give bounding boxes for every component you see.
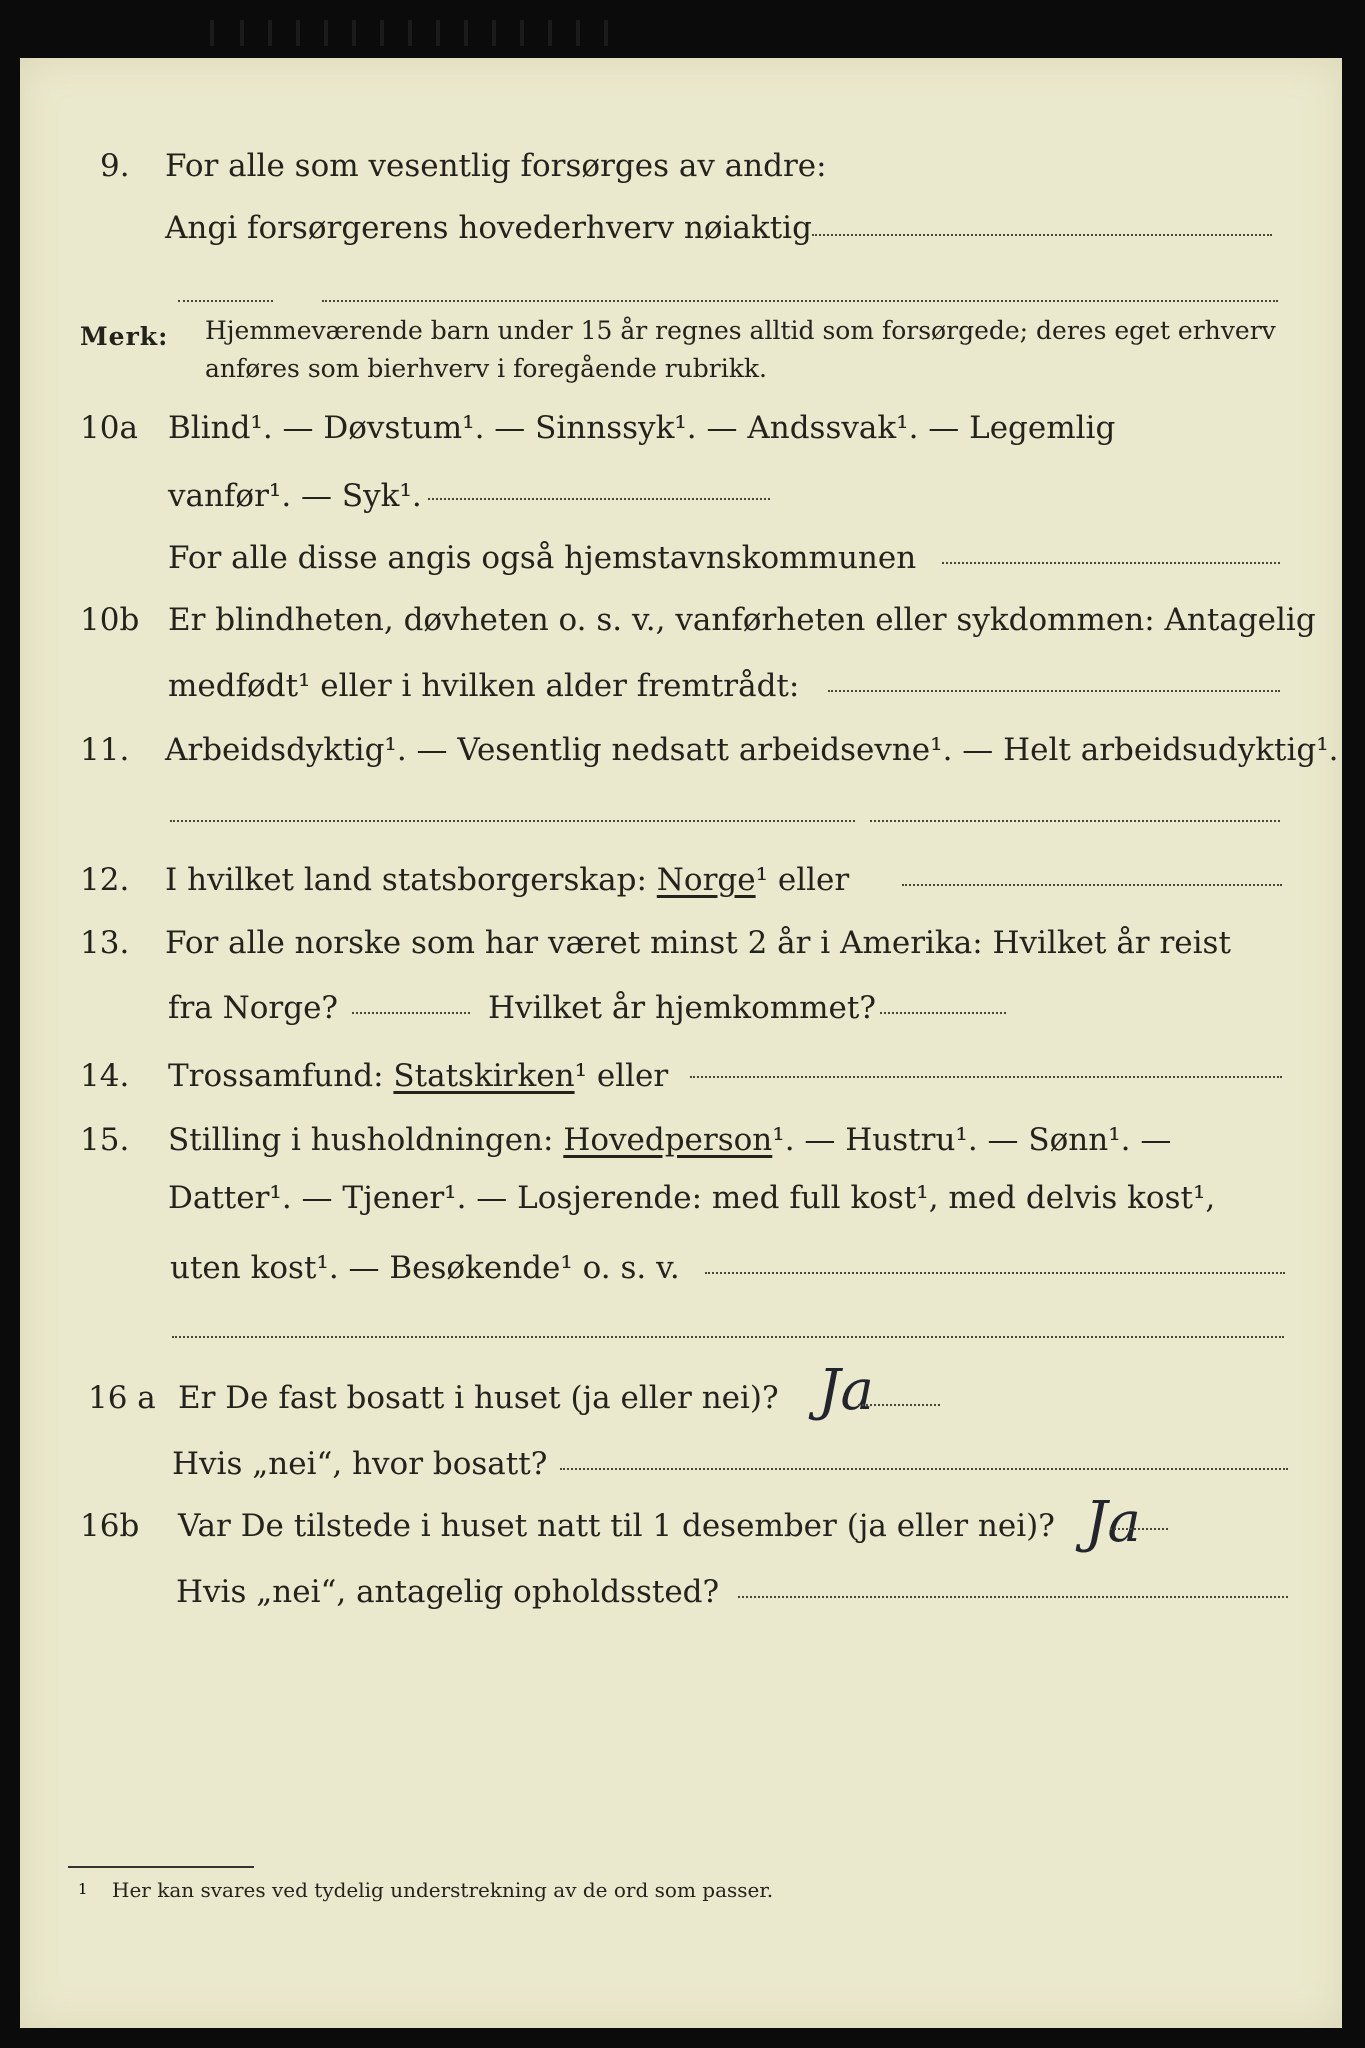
binding-tick [520,20,524,46]
q10b-line-2: medfødt¹ eller i hvilken alder fremtrådt: [168,668,800,704]
binding-tick [324,20,328,46]
footnote-mark: 1 [78,1880,88,1898]
q10b-number: 10b [80,602,140,638]
binding-tick [268,20,272,46]
binding-tick [576,20,580,46]
q11-blank-line-a [170,820,855,822]
q15-answer-line[interactable] [705,1272,1285,1274]
q15-suffix: ¹. — Hustru¹. — Sønn¹. — [772,1122,1172,1158]
q9-blank-line-a [178,300,273,302]
q11-line-1: Arbeidsdyktig¹. — Vesentlig nedsatt arbeidsevne¹. — Helt arbeidsudyktig¹. [165,732,1339,768]
binding-tick [548,20,552,46]
binding-tick [464,20,468,46]
q13-departure-line[interactable] [352,1012,470,1014]
q16a-number: 16 a [88,1380,156,1416]
binding-tick [296,20,300,46]
q15-number: 15. [80,1122,130,1158]
q15-blank-line [172,1336,1284,1338]
q12-line [165,862,849,898]
q11-number: 11. [80,732,130,768]
q16a-location-line[interactable] [560,1468,1288,1470]
q14-number: 14. [80,1058,130,1094]
binding-tick [352,20,356,46]
q10b-answer-line[interactable] [828,690,1280,692]
binding-tick [436,20,440,46]
q12-prefix: I hvilket land statsborgerskap: [165,862,657,898]
q15-prefix: Stilling i husholdningen: [168,1122,564,1158]
q9-line-2: Angi forsørgerens hovederhverv nøiaktig [165,210,812,246]
q16b-answer-line[interactable] [1110,1528,1168,1530]
q15-underlined-choice: Hovedperson [563,1122,773,1158]
q10a-line-3: For alle disse angis også hjemstavnskommunen [168,540,917,576]
q16b-location-line[interactable] [738,1596,1288,1598]
q16a-handwritten-answer: Ja [818,1358,874,1423]
q13-number: 13. [80,925,130,961]
q14-underlined-choice: Statskirken [393,1058,575,1094]
q15-line-1 [168,1122,1171,1158]
q16a-answer-line[interactable] [858,1404,940,1406]
binding-tick [380,20,384,46]
q13-line-1: For alle norske som har været minst 2 år i Amerika: Hvilket år reist [165,925,1231,961]
q14-suffix: ¹ eller [574,1058,669,1094]
q16b-handwritten-answer: Ja [1085,1490,1141,1555]
q12-number: 12. [80,862,130,898]
merk-label: Merk: [80,322,169,351]
q11-blank-line-b [870,820,1280,822]
q16a-line-1: Er De fast bosatt i huset (ja eller nei)? [178,1380,779,1416]
q12-suffix: ¹ eller [755,862,850,898]
q14-answer-line[interactable] [690,1076,1282,1078]
q10a-number: 10a [80,410,138,446]
footnote-rule [68,1866,254,1868]
q9-answer-line[interactable] [812,234,1272,236]
q16b-line-2: Hvis „nei“, antagelig opholdssted? [176,1574,720,1610]
q13-return-line[interactable] [880,1012,1006,1014]
q9-number: 9. [100,148,130,184]
q15-line-2: Datter¹. — Tjener¹. — Losjerende: med full kost¹, med delvis kost¹, [168,1180,1216,1216]
q16b-line-1: Var De tilstede i huset natt til 1 desember (ja eller nei)? [178,1508,1055,1544]
q10a-line-2: vanfør¹. — Syk¹. [168,478,422,514]
q10a-line-1: Blind¹. — Døvstum¹. — Sinnssyk¹. — Andssvak¹. — Legemlig [168,410,1116,446]
binding-tick [240,20,244,46]
merk-line-1: Hjemmeværende barn under 15 år regnes alltid som forsørgede; deres eget erhverv [205,316,1276,345]
q16b-number: 16b [80,1508,140,1544]
q12-underlined-choice: Norge [656,862,756,898]
binding-tick [210,20,214,46]
q9-blank-line-b [322,300,1278,302]
q12-answer-line[interactable] [902,884,1282,886]
binding-tick [408,20,412,46]
merk-line-2: anføres som bierhverv i foregående rubrikk. [205,354,767,383]
q16a-line-2: Hvis „nei“, hvor bosatt? [172,1446,548,1482]
q10a-home-municipality-line[interactable] [942,562,1280,564]
binding-tick [492,20,496,46]
q10b-line-1: Er blindheten, døvheten o. s. v., vanførheten eller sykdommen: Antagelig [168,602,1316,638]
q13-line-2a: fra Norge? [168,990,339,1026]
footnote-text: Her kan svares ved tydelig understrekning av de ord som passer. [112,1878,774,1902]
q9-line-1: For alle som vesentlig forsørges av andre: [165,148,827,184]
q10a-sick-answer-line[interactable] [428,498,770,500]
binding-tick [604,20,608,46]
q14-line [168,1058,668,1094]
q15-line-3: uten kost¹. — Besøkende¹ o. s. v. [170,1250,680,1286]
q14-prefix: Trossamfund: [168,1058,394,1094]
q13-line-2b: Hvilket år hjemkommet? [488,990,876,1026]
